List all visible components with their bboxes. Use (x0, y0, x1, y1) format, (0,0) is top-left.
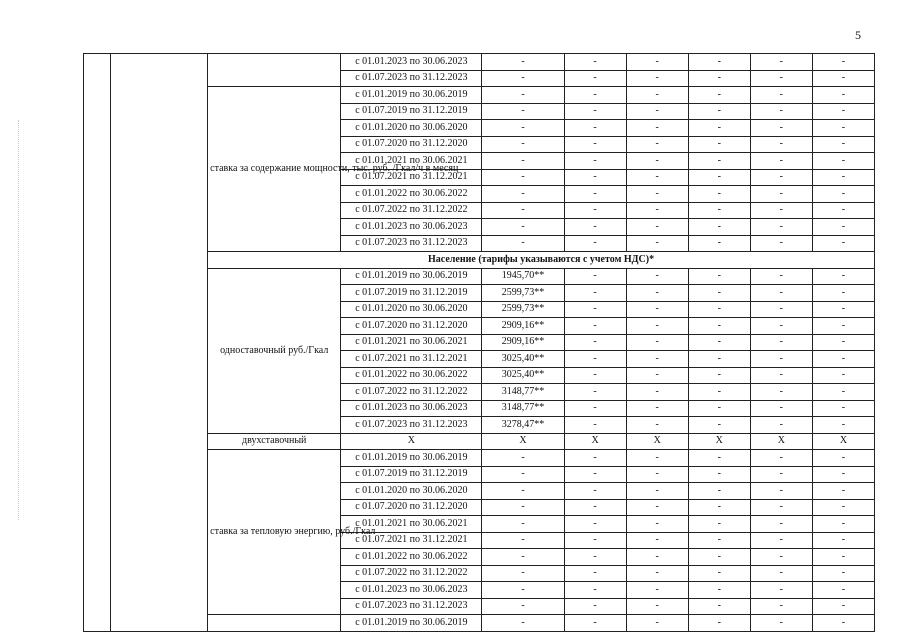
value-cell: - (626, 169, 688, 186)
period-cell: с 01.01.2020 по 30.06.2020 (341, 120, 482, 137)
value-cell: - (482, 202, 564, 219)
value-cell: - (812, 549, 874, 566)
value-cell: - (564, 384, 626, 401)
period-cell: с 01.01.2023 по 30.06.2023 (341, 400, 482, 417)
period-cell: с 01.07.2021 по 31.12.2021 (341, 532, 482, 549)
value-cell: - (812, 417, 874, 434)
value-cell: - (750, 615, 812, 632)
value-cell: - (812, 384, 874, 401)
value-cell: - (812, 103, 874, 120)
value-cell: - (750, 367, 812, 384)
value-cell: - (812, 268, 874, 285)
value-cell: - (564, 235, 626, 252)
value-cell: - (812, 367, 874, 384)
value-cell: 3148,77** (482, 400, 564, 417)
period-cell: с 01.07.2020 по 31.12.2020 (341, 136, 482, 153)
value-cell: - (564, 615, 626, 632)
value-cell: - (750, 565, 812, 582)
value-cell: - (626, 186, 688, 203)
value-cell: - (688, 285, 750, 302)
value-cell: - (626, 466, 688, 483)
value-cell: X (688, 433, 750, 450)
value-cell: - (564, 87, 626, 104)
value-cell: - (688, 54, 750, 71)
value-cell: - (750, 202, 812, 219)
value-cell: - (688, 582, 750, 599)
period-cell: с 01.01.2023 по 30.06.2023 (341, 219, 482, 236)
value-cell: - (750, 186, 812, 203)
value-cell: - (564, 54, 626, 71)
value-cell: - (812, 400, 874, 417)
value-cell: - (750, 153, 812, 170)
period-cell: с 01.01.2020 по 30.06.2020 (341, 483, 482, 500)
period-cell: с 01.01.2022 по 30.06.2022 (341, 367, 482, 384)
value-cell: X (564, 433, 626, 450)
period-cell: с 01.01.2019 по 30.06.2019 (341, 268, 482, 285)
value-cell: - (482, 532, 564, 549)
value-cell: - (626, 450, 688, 467)
value-cell: - (750, 54, 812, 71)
value-cell: - (626, 483, 688, 500)
value-cell: - (812, 615, 874, 632)
value-cell: - (688, 136, 750, 153)
value-cell: - (812, 301, 874, 318)
value-cell: - (626, 334, 688, 351)
value-cell: - (482, 483, 564, 500)
value-cell: - (564, 483, 626, 500)
value-cell: - (750, 285, 812, 302)
value-cell: - (812, 54, 874, 71)
value-cell: - (750, 87, 812, 104)
value-cell: - (564, 466, 626, 483)
period-cell: с 01.07.2020 по 31.12.2020 (341, 499, 482, 516)
table-row (84, 54, 875, 71)
period-cell: с 01.01.2019 по 30.06.2019 (341, 615, 482, 632)
organization-column-cell (111, 54, 208, 632)
value-cell: - (564, 219, 626, 236)
value-cell: - (750, 120, 812, 137)
value-cell: - (812, 351, 874, 368)
value-cell: - (482, 466, 564, 483)
value-cell: - (482, 186, 564, 203)
value-cell: - (688, 615, 750, 632)
value-cell: - (750, 532, 812, 549)
value-cell: - (750, 351, 812, 368)
value-cell: - (482, 565, 564, 582)
period-cell: с 01.01.2021 по 30.06.2021 (341, 334, 482, 351)
value-cell: - (812, 202, 874, 219)
value-cell: - (626, 219, 688, 236)
value-cell: - (626, 532, 688, 549)
value-cell: 2909,16** (482, 318, 564, 335)
value-cell: - (482, 136, 564, 153)
tariff-table (83, 53, 875, 632)
value-cell: - (482, 120, 564, 137)
value-cell: - (750, 70, 812, 87)
value-cell: - (812, 318, 874, 335)
value-cell: - (626, 87, 688, 104)
rate-label-continued (208, 54, 341, 87)
value-cell: 2599,73** (482, 301, 564, 318)
period-cell: с 01.07.2021 по 31.12.2021 (341, 169, 482, 186)
value-cell: - (812, 70, 874, 87)
next-rate-label (208, 615, 341, 632)
value-cell: - (750, 384, 812, 401)
value-cell: - (482, 549, 564, 566)
value-cell: - (688, 532, 750, 549)
value-cell: - (626, 582, 688, 599)
value-cell: - (688, 70, 750, 87)
period-cell: с 01.07.2022 по 31.12.2022 (341, 202, 482, 219)
value-cell: - (482, 499, 564, 516)
value-cell: - (750, 103, 812, 120)
value-cell: - (812, 153, 874, 170)
value-cell: - (564, 285, 626, 302)
value-cell: 3025,40** (482, 351, 564, 368)
value-cell: - (688, 565, 750, 582)
value-cell: - (688, 334, 750, 351)
value-cell: - (564, 120, 626, 137)
value-cell: - (688, 466, 750, 483)
value-cell: - (750, 598, 812, 615)
period-cell: с 01.07.2022 по 31.12.2022 (341, 384, 482, 401)
value-cell: - (750, 549, 812, 566)
period-cell: с 01.07.2019 по 31.12.2019 (341, 466, 482, 483)
value-cell: - (812, 450, 874, 467)
value-cell: X (626, 433, 688, 450)
period-cell: с 01.01.2021 по 30.06.2021 (341, 516, 482, 533)
value-cell: - (564, 351, 626, 368)
period-cell: с 01.07.2023 по 31.12.2023 (341, 598, 482, 615)
value-cell: - (564, 169, 626, 186)
value-cell: - (812, 136, 874, 153)
value-cell: - (626, 120, 688, 137)
period-cell: с 01.01.2019 по 30.06.2019 (341, 450, 482, 467)
value-cell: - (688, 87, 750, 104)
period-cell: с 01.07.2021 по 31.12.2021 (341, 351, 482, 368)
value-cell: - (688, 417, 750, 434)
value-cell: 3025,40** (482, 367, 564, 384)
value-cell: - (564, 499, 626, 516)
value-cell: - (750, 483, 812, 500)
value-cell: X (482, 433, 564, 450)
index-column-cell (84, 54, 111, 632)
value-cell: - (750, 400, 812, 417)
value-cell: - (812, 483, 874, 500)
value-cell: - (812, 235, 874, 252)
value-cell: - (564, 598, 626, 615)
value-cell: - (564, 334, 626, 351)
value-cell: - (688, 153, 750, 170)
value-cell: - (750, 516, 812, 533)
value-cell: - (564, 549, 626, 566)
value-cell: - (688, 598, 750, 615)
period-cell: с 01.07.2023 по 31.12.2023 (341, 235, 482, 252)
period-cell: с 01.01.2022 по 30.06.2022 (341, 549, 482, 566)
value-cell: - (482, 54, 564, 71)
value-cell: - (564, 103, 626, 120)
value-cell: - (812, 499, 874, 516)
value-cell: - (812, 87, 874, 104)
period-cell: с 01.01.2020 по 30.06.2020 (341, 301, 482, 318)
value-cell: - (750, 235, 812, 252)
value-cell: - (688, 450, 750, 467)
value-cell: - (626, 351, 688, 368)
value-cell: - (564, 301, 626, 318)
value-cell: - (482, 235, 564, 252)
two-rate-label: двухставочный (208, 433, 341, 450)
value-cell: - (626, 202, 688, 219)
value-cell: X (812, 433, 874, 450)
value-cell: - (812, 516, 874, 533)
value-cell: - (750, 219, 812, 236)
value-cell: - (688, 169, 750, 186)
value-cell: - (626, 367, 688, 384)
page-number: 5 (855, 28, 861, 42)
value-cell: - (812, 532, 874, 549)
value-cell: - (688, 318, 750, 335)
value-cell: - (564, 202, 626, 219)
value-cell: - (626, 268, 688, 285)
period-cell: с 01.07.2019 по 31.12.2019 (341, 285, 482, 302)
period-cell: с 01.07.2020 по 31.12.2020 (341, 318, 482, 335)
value-cell: - (750, 450, 812, 467)
value-cell: - (564, 400, 626, 417)
tariff-table-body (84, 54, 875, 632)
value-cell: - (482, 87, 564, 104)
value-cell: - (750, 318, 812, 335)
value-cell: - (626, 516, 688, 533)
value-cell: - (750, 268, 812, 285)
value-cell: 1945,70** (482, 268, 564, 285)
value-cell: - (564, 367, 626, 384)
value-cell: - (812, 219, 874, 236)
value-cell: - (688, 268, 750, 285)
capacity-rate-label: ставка за содержание мощности, тыс. руб. /Гкал/ч в месяц (208, 87, 341, 252)
value-cell: - (688, 549, 750, 566)
value-cell: - (626, 54, 688, 71)
value-cell: - (750, 301, 812, 318)
value-cell: - (812, 334, 874, 351)
value-cell: - (812, 582, 874, 599)
value-cell: - (626, 615, 688, 632)
value-cell: - (564, 532, 626, 549)
value-cell: - (750, 136, 812, 153)
value-cell: - (626, 499, 688, 516)
value-cell: - (564, 136, 626, 153)
period-cell: с 01.07.2023 по 31.12.2023 (341, 70, 482, 87)
value-cell: - (688, 202, 750, 219)
value-cell: - (812, 565, 874, 582)
value-cell: - (482, 70, 564, 87)
value-cell: - (564, 417, 626, 434)
value-cell: - (812, 120, 874, 137)
value-cell: - (812, 169, 874, 186)
binding-margin-line (18, 120, 19, 520)
value-cell: - (688, 186, 750, 203)
value-cell: - (688, 384, 750, 401)
population-section-title: Население (тарифы указываются с учетом НДС)* (208, 252, 875, 269)
value-cell: - (688, 235, 750, 252)
value-cell: - (688, 499, 750, 516)
value-cell: - (482, 219, 564, 236)
value-cell: 3278,47** (482, 417, 564, 434)
period-cell: с 01.01.2023 по 30.06.2023 (341, 54, 482, 71)
value-cell: - (564, 516, 626, 533)
value-cell: - (626, 153, 688, 170)
value-cell: - (564, 153, 626, 170)
value-cell: - (626, 384, 688, 401)
value-cell: - (482, 153, 564, 170)
value-cell: - (688, 483, 750, 500)
value-cell: - (812, 186, 874, 203)
value-cell: - (750, 334, 812, 351)
value-cell: - (564, 186, 626, 203)
value-cell: - (626, 235, 688, 252)
value-cell: - (626, 318, 688, 335)
value-cell: - (750, 499, 812, 516)
value-cell: X (341, 433, 482, 450)
value-cell: - (812, 598, 874, 615)
value-cell: - (482, 450, 564, 467)
value-cell: X (750, 433, 812, 450)
period-cell: с 01.07.2023 по 31.12.2023 (341, 417, 482, 434)
value-cell: - (688, 516, 750, 533)
value-cell: - (626, 103, 688, 120)
period-cell: с 01.01.2021 по 30.06.2021 (341, 153, 482, 170)
value-cell: - (626, 285, 688, 302)
value-cell: - (750, 169, 812, 186)
value-cell: - (482, 615, 564, 632)
value-cell: - (626, 565, 688, 582)
value-cell: - (482, 103, 564, 120)
value-cell: - (688, 367, 750, 384)
period-cell: с 01.07.2022 по 31.12.2022 (341, 565, 482, 582)
value-cell: 2599,73** (482, 285, 564, 302)
value-cell: 3148,77** (482, 384, 564, 401)
value-cell: - (626, 70, 688, 87)
value-cell: - (688, 351, 750, 368)
value-cell: - (688, 301, 750, 318)
period-cell: с 01.01.2023 по 30.06.2023 (341, 582, 482, 599)
value-cell: - (564, 450, 626, 467)
value-cell: - (482, 169, 564, 186)
value-cell: - (564, 565, 626, 582)
value-cell: - (564, 582, 626, 599)
value-cell: - (750, 417, 812, 434)
value-cell: 2909,16** (482, 334, 564, 351)
one-rate-label: одноставочный руб./Гкал (208, 268, 341, 433)
period-cell: с 01.01.2019 по 30.06.2019 (341, 87, 482, 104)
value-cell: - (564, 70, 626, 87)
value-cell: - (688, 120, 750, 137)
value-cell: - (688, 103, 750, 120)
period-cell: с 01.01.2022 по 30.06.2022 (341, 186, 482, 203)
value-cell: - (626, 301, 688, 318)
value-cell: - (812, 466, 874, 483)
value-cell: - (626, 598, 688, 615)
value-cell: - (564, 318, 626, 335)
period-cell: с 01.07.2019 по 31.12.2019 (341, 103, 482, 120)
value-cell: - (482, 598, 564, 615)
heat-rate-label: ставка за тепловую энергию, руб./Гкал (208, 450, 341, 615)
value-cell: - (688, 219, 750, 236)
value-cell: - (688, 400, 750, 417)
value-cell: - (750, 582, 812, 599)
value-cell: - (812, 285, 874, 302)
value-cell: - (564, 268, 626, 285)
value-cell: - (626, 417, 688, 434)
value-cell: - (626, 400, 688, 417)
value-cell: - (482, 582, 564, 599)
value-cell: - (482, 516, 564, 533)
value-cell: - (626, 549, 688, 566)
value-cell: - (626, 136, 688, 153)
value-cell: - (750, 466, 812, 483)
